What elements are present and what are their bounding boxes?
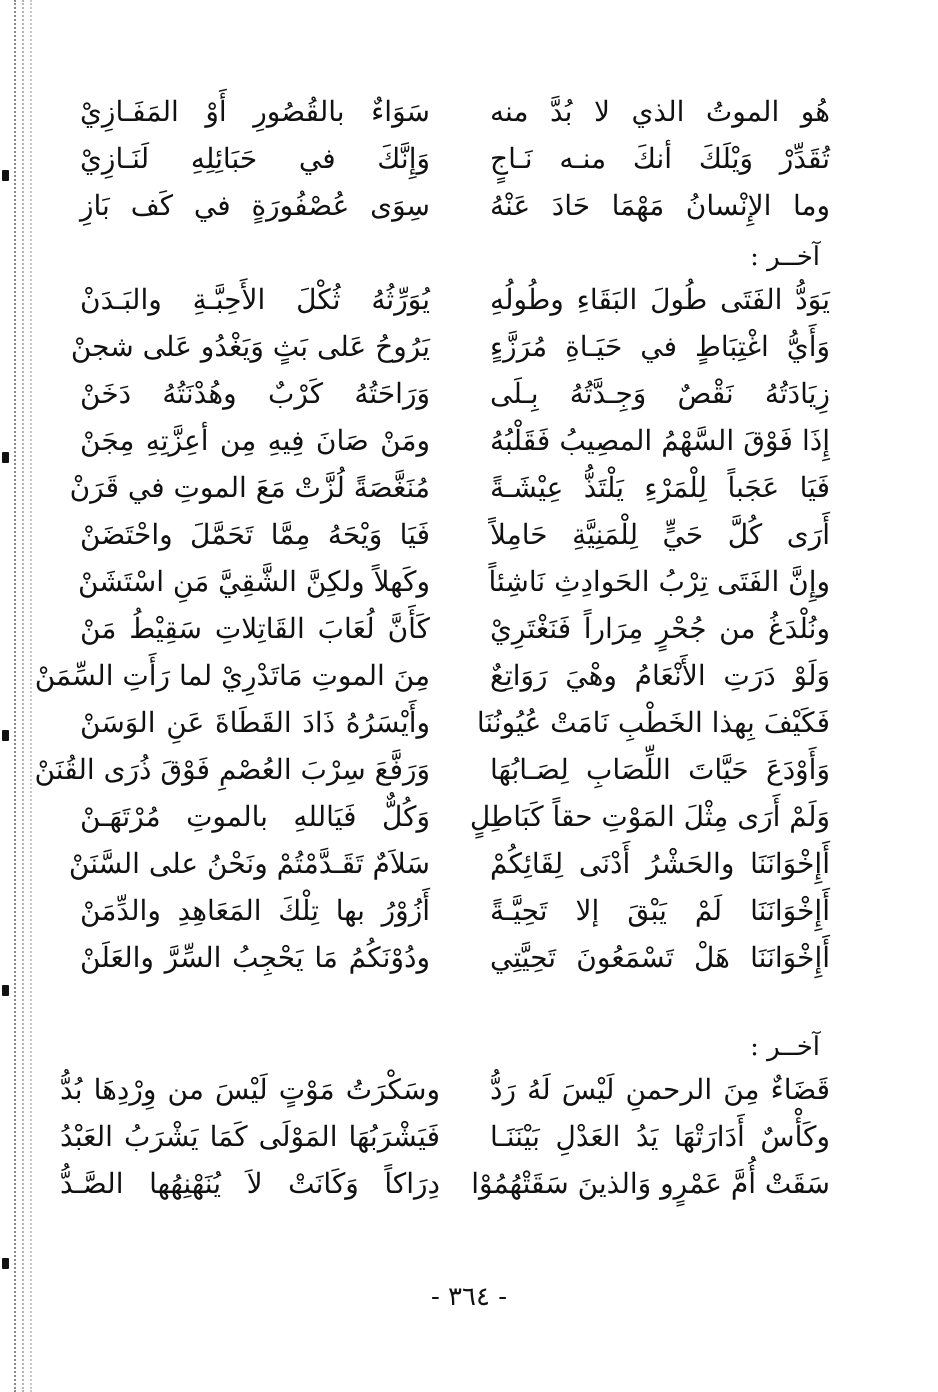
section-heading: آخــر : [750,242,820,272]
binding-edge-line [14,0,16,1392]
poem-section-1 [60,92,830,233]
poem-section-3 [60,1030,830,1211]
verse-line [60,468,830,515]
verse-second-hemistich: سِوَى عُصْفُورَةٍ في كَف بَازِ [80,189,430,222]
verse-second-hemistich: ودُوْنَكُمُ مَا يَحْجِبُ السِّرَّ والعَلَنْ [80,941,430,974]
page-number: - ٣٦٤ - [430,1282,508,1312]
verse-line [60,797,830,844]
verse-line [60,891,830,938]
verse-line [60,421,830,468]
verse-first-hemistich: وما الإِنْسانُ مَهْمَا حَادَ عَنْهُ [490,189,830,222]
verse-first-hemistich: قَضَاءٌ مِنَ الرحمنِ لَيْسَ لَهُ رَدُّ [490,1073,830,1106]
verse-line [60,515,830,562]
verse-line [60,280,830,327]
verse-second-hemistich: دِرَاكاً وَكَانَتْ لاَ يُنَهْنِهُها الصَّـدُّ [60,1167,440,1200]
verse-line [60,139,830,186]
binding-edge-line [30,0,32,1392]
verse-second-hemistich: وَرَفَّعَ سِرْبَ العُصْمِ فَوْقَ ذُرَى القُنَنْ [34,753,430,786]
verse-second-hemistich: سَلاَمٌ تَقَـدَّمْتُمْ ونَحْنُ على السَّنَنْ [68,847,430,880]
verse-first-hemistich: أَرَى كُلَّ حَيٍّ لِلْمَنِيَّةِ حَامِلاً [490,518,830,551]
verse-first-hemistich: وَأَوْدَعَ حَيَّاتَ اللِّصَابِ لِصَـابُهَا [490,753,830,786]
verse-second-hemistich: يُوَرِّثُهُ ثُكْلَ الأَحِبَّـةِ والبَـدَنْ [80,283,430,316]
verse-first-hemistich: وإِنَّ الفَتَى تِرْبُ الحَوادِثِ نَاشِئاً [488,565,830,598]
verse-line [60,938,830,985]
verse-line [60,844,830,891]
verse-second-hemistich: فَيَشْرَبُهَا المَوْلَى كَمَا يَشْرَبُ العَبْدُ [60,1120,440,1153]
verse-second-hemistich: سَوَاءٌ بالقُصُورِ أَوْ المَفَـازِيْ [80,95,430,128]
verse-line [60,374,830,421]
binding-edge-line [22,0,24,1392]
binding-hole-mark [2,985,9,996]
verse-first-hemistich: فَكَيْفَ بِهذا الخَطْبِ نَامَتْ عُيُونُنَا [476,706,830,739]
verse-line [60,1164,830,1211]
verse-first-hemistich: هُو الموتُ الذي لا بُدَّ منه [490,95,830,128]
verse-second-hemistich: يَرُوحُ عَلى بَثٍ وَيَغْدُو عَلى شجنْ [70,330,430,363]
binding-hole-mark [2,730,9,741]
verse-line [60,327,830,374]
verse-first-hemistich: وَلَمْ أَرَى مِثْلَ المَوْتِ حقاً كَبَاطِلٍ [469,800,830,833]
verse-line [60,186,830,233]
verse-second-hemistich: وَكُلٌّ فَيَاللهِ بالموتِ مُرْتَهَـنْ [80,800,430,833]
verse-second-hemistich: وسَكْرَتُ مَوْتٍ لَيْسَ من وِرْدِهَا بُدُّ [60,1073,440,1106]
verse-line [60,92,830,139]
verse-line [60,1117,830,1164]
verse-second-hemistich: كَأَنَّ لُعَابَ القَاتِلاتِ سَقِيْطُ مَنْ [80,612,430,645]
binding-hole-mark [2,170,9,181]
verse-first-hemistich: ونُلْدَغُ من جُحْرٍ مِرَاراً فَنَغْتَرِيْ [490,612,830,645]
verse-second-hemistich: أَزُوْرُ بها تِلْكَ المَعَاهِدِ والدِّمَنْ [80,894,430,927]
verse-first-hemistich: إِذَا فَوْقَ السَّهْمُ المصِيبُ فَقَلْبُهُ [490,424,830,457]
verse-second-hemistich: وَإِنَّكَ في حَبَائِلِهِ لَنَـازِيْ [80,142,430,175]
verse-second-hemistich: فَيَا وَيْحَهُ مِمَّا تَحَمَّلَ واحْتَضَنْ [80,518,430,551]
verse-second-hemistich: مِنَ الموتِ مَاتَدْرِيْ لما رَأَتِ السِّمَنْ [34,659,430,692]
section-heading: آخــر : [750,1032,820,1062]
verse-second-hemistich: ومَنْ صَانَ فِيهِ مِن أعِزَّتِهِ مِجَنْ [80,424,430,457]
verse-second-hemistich: وَرَاحَتُهُ كَرْبٌ وهُدْنَتُهُ دَخَنْ [80,377,430,410]
verse-line [34,750,830,797]
verse-first-hemistich: أَإِخْوَانَنَا لَمْ يَبْقَ إلا تَحِيَّـةً [490,894,830,927]
poem-section-2 [34,240,830,985]
binding-hole-mark [2,1258,9,1269]
verse-first-hemistich: فَيَا عَجَباً لِلْمَرْءِ يَلْتَذُّ عِيْشَـةً [490,471,830,504]
verse-first-hemistich: وَلَوْ دَرَتِ الأَنْعَامُ وهْيَ رَوَاتِعٌ [490,659,830,692]
verse-first-hemistich: أَإِخْوَانَنَا هَلْ تَسْمَعُونَ تَحِيَّتِي [490,941,830,974]
verse-first-hemistich: يَوَدُّ الفَتَى طُولَ البَقَاءِ وطُولُهِ [490,283,830,316]
verse-first-hemistich: أَإِخْوَانَنَا والحَشْرُ أَدْنَى لِقَائِكُمْ [490,847,830,880]
verse-second-hemistich: مُنَغَّصَةً لُزَّتْ مَعَ الموتِ في قَرَنْ [69,471,430,504]
verse-first-hemistich: وَأَيُّ اغْتِبَاطٍ في حَيَـاةِ مُرَزَّءٍ [490,330,830,363]
binding-hole-mark [2,452,9,463]
verse-second-hemistich: وكَهلاً ولكِنَّ الشَّقِيَّ مَنِ اسْتَشَنْ [78,565,430,598]
verse-first-hemistich: سَقَتْ أُمَّ عَمْرٍو وَالذينَ سَقَتْهُمُوْا [471,1167,830,1200]
verse-line [60,562,830,609]
verse-first-hemistich: تُقَدِّرْ وَيْلَكَ أنكَ منـه نَـاجٍ [490,142,830,175]
verse-first-hemistich: وكَأْسٌ أَدَارَتْهَا يَدُ العَدْلِ بَيْنَنَـا [490,1120,830,1153]
verse-line [60,609,830,656]
verse-line [34,656,830,703]
verse-second-hemistich: وأَيْسَرُهُ ذَادَ القَطَاةَ عَنِ الوَسَنْ [80,706,430,739]
verse-line [60,1070,830,1117]
verse-line [60,703,830,750]
verse-first-hemistich: زِيَادَتُهُ نَقْصٌ وَجِـدَّتُهُ بِـلَى [490,377,830,410]
